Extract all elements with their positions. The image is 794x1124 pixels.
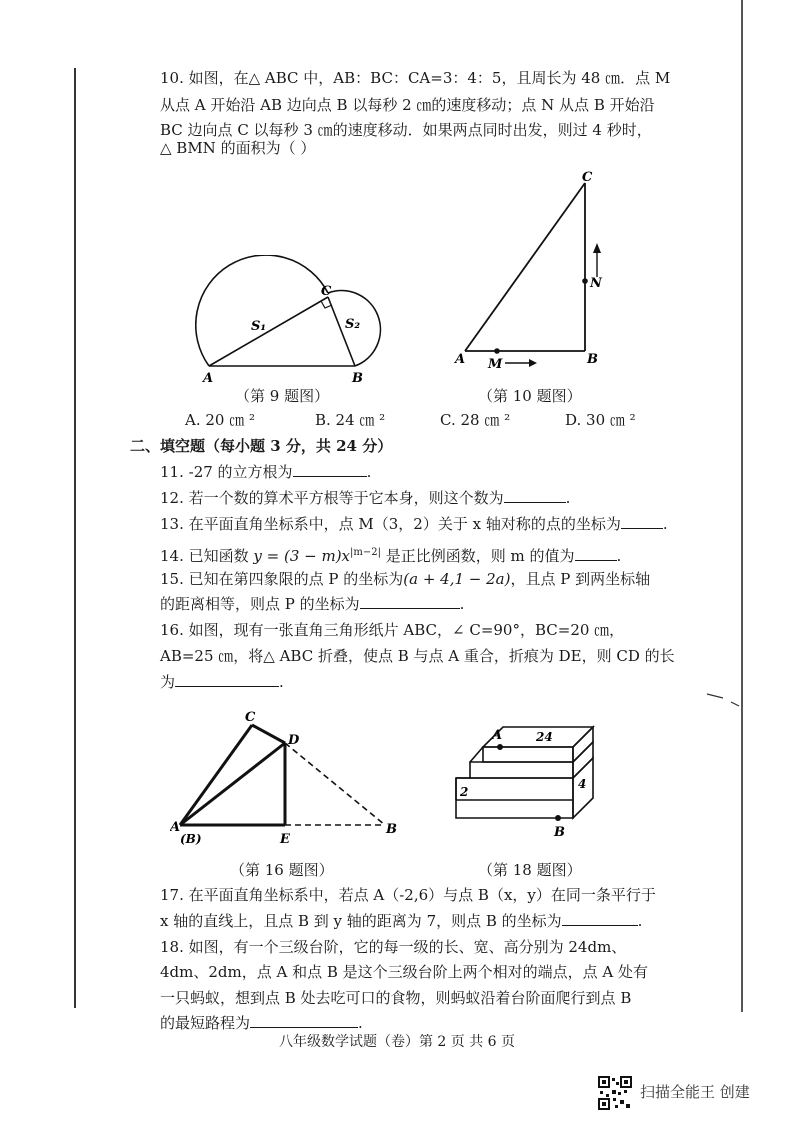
figure-18 bbox=[448, 720, 618, 845]
fig16-label-e: E bbox=[280, 832, 290, 847]
q18-line4 bbox=[160, 1013, 363, 1033]
fig9-label-c: C bbox=[321, 284, 332, 299]
q13-text: 13. 在平面直角坐标系中，点 M（3，2）关于 x 轴对称的点的坐标为 bbox=[160, 515, 621, 533]
q15-line2 bbox=[160, 594, 464, 614]
figure-9 bbox=[195, 255, 395, 390]
q18-line3: 一只蚂蚁，想到点 B 处去吃可口的食物，则蚂蚁沿着台阶面爬行到点 B bbox=[160, 989, 632, 1007]
fig18-label-a: A bbox=[492, 728, 503, 743]
fig18-label-b: B bbox=[554, 825, 565, 840]
q14 bbox=[160, 543, 621, 566]
q16-text: 为 bbox=[160, 673, 176, 691]
q11-text: 11. -27 的立方根为 bbox=[160, 463, 293, 481]
q16-blank bbox=[175, 672, 279, 687]
fig16-label-d: D bbox=[288, 733, 300, 748]
figure-10 bbox=[445, 165, 615, 370]
q14-exponent: |m−2| bbox=[350, 547, 381, 558]
q14-pre: 14. 已知函数 bbox=[160, 547, 254, 565]
q13 bbox=[160, 514, 668, 534]
q18-end: . bbox=[358, 1014, 363, 1032]
right-margin-rule bbox=[741, 0, 743, 1012]
fig18-label-24: 24 bbox=[536, 730, 553, 744]
q16-line2: AB=25 ㎝，将△ ABC 折叠，使点 B 与点 A 重合，折痕为 DE，则 CD 的长 bbox=[160, 647, 675, 665]
fig16-label-b-prime: (B) bbox=[180, 832, 202, 846]
q13-end: . bbox=[662, 515, 668, 533]
fig16-label-a: A bbox=[170, 820, 181, 835]
q10-line2: 从点 A 开始沿 AB 边向点 B 以每秒 2 ㎝的速度移动；点 N 从点 B 开始沿 bbox=[160, 96, 655, 114]
fig10-label-a: A bbox=[455, 352, 466, 367]
q14-formula: y = (3 − m)x bbox=[253, 547, 351, 565]
q16-end: . bbox=[279, 673, 284, 691]
fig9-label-s1: S₁ bbox=[251, 319, 267, 334]
q11-end: . bbox=[366, 463, 372, 481]
q15-text-b: ，且点 P 到两坐标轴 bbox=[510, 570, 651, 588]
qr-code-icon bbox=[598, 1076, 632, 1110]
page-footer: 八年级数学试题（卷）第 2 页 共 6 页 bbox=[278, 1034, 516, 1050]
fig18-label-2: 2 bbox=[460, 785, 469, 799]
q10-option-c: C. 28 ㎝ ² bbox=[440, 411, 511, 429]
fig10-label-m: M bbox=[488, 357, 503, 370]
fig18-label-4: 4 bbox=[578, 777, 587, 791]
q17-line2 bbox=[160, 911, 642, 931]
fig16-label-b: B bbox=[386, 822, 397, 837]
fig10-caption: （第 10 题图） bbox=[478, 387, 582, 405]
q17-end: . bbox=[637, 912, 643, 930]
q10-line4: △ BMN 的面积为（ ） bbox=[160, 139, 316, 157]
q18-text: 的最短路程为 bbox=[160, 1014, 251, 1032]
fig9-label-s2: S₂ bbox=[345, 317, 361, 332]
fig16-caption: （第 16 题图） bbox=[230, 861, 334, 879]
q12 bbox=[160, 488, 570, 508]
fig18-caption: （第 18 题图） bbox=[478, 861, 582, 879]
q12-end: . bbox=[565, 489, 571, 507]
figure-16 bbox=[170, 705, 410, 850]
q13-blank bbox=[621, 514, 663, 529]
q14-post: 是正比例函数，则 m 的值为 bbox=[381, 547, 575, 565]
q11 bbox=[160, 462, 371, 482]
q17-blank bbox=[562, 911, 638, 926]
q18-blank bbox=[250, 1013, 358, 1028]
q14-blank bbox=[575, 546, 617, 561]
q12-text: 12. 若一个数的算术平方根等于它本身，则这个数为 bbox=[160, 489, 504, 507]
left-margin-rule bbox=[74, 68, 76, 1008]
q10-option-b: B. 24 ㎝ ² bbox=[315, 411, 386, 429]
q12-blank bbox=[504, 488, 566, 503]
margin-mark bbox=[705, 690, 750, 720]
q16-line3 bbox=[160, 672, 284, 692]
q15-end: . bbox=[459, 595, 465, 613]
q10-line3: BC 边向点 C 以每秒 3 ㎝的速度移动．如果两点同时出发，则过 4 秒时， bbox=[160, 121, 652, 139]
fig9-label-a: A bbox=[203, 371, 214, 386]
q15-line1 bbox=[160, 569, 650, 589]
q18-line1: 18. 如图，有一个三级台阶，它的每一级的长、宽、高分别为 24dm、 bbox=[160, 938, 627, 956]
q10-option-d: D. 30 ㎝ ² bbox=[565, 411, 636, 429]
fig10-label-c: C bbox=[582, 170, 593, 185]
fig10-label-b: B bbox=[587, 352, 598, 367]
fig9-label-b: B bbox=[352, 371, 363, 386]
q14-end: . bbox=[616, 547, 622, 565]
q17-line1: 17. 在平面直角坐标系中，若点 A（-2,6）与点 B（x，y）在同一条平行于 bbox=[160, 886, 656, 904]
section-title: 二、填空题（每小题 3 分，共 24 分） bbox=[130, 437, 393, 455]
q16-line1: 16. 如图，现有一张直角三角形纸片 ABC，∠ C=90°，BC=20 ㎝， bbox=[160, 621, 625, 639]
q15-text-a: 15. 已知在第四象限的点 P 的坐标为 bbox=[160, 570, 404, 588]
q15-blank bbox=[360, 594, 460, 609]
scanner-watermark: 扫描全能王 创建 bbox=[640, 1083, 750, 1101]
fig9-caption: （第 9 题图） bbox=[235, 387, 330, 405]
fig16-label-c: C bbox=[245, 710, 256, 725]
q17-text: x 轴的直线上，且点 B 到 y 轴的距离为 7，则点 B 的坐标为 bbox=[160, 912, 562, 930]
q10-line1: 10. 如图，在△ ABC 中，AB：BC：CA=3：4：5，且周长为 48 ㎝．点 M bbox=[160, 69, 671, 87]
q11-blank bbox=[293, 462, 367, 477]
q18-line2: 4dm、2dm，点 A 和点 B 是这个三级台阶上两个相对的端点，点 A 处有 bbox=[160, 963, 649, 981]
q15-text-c: 的距离相等，则点 P 的坐标为 bbox=[160, 595, 360, 613]
q15-formula: (a + 4,1 − 2a) bbox=[403, 570, 511, 588]
fig10-label-n: N bbox=[590, 276, 602, 291]
q10-option-a: A. 20 ㎝ ² bbox=[185, 411, 256, 429]
